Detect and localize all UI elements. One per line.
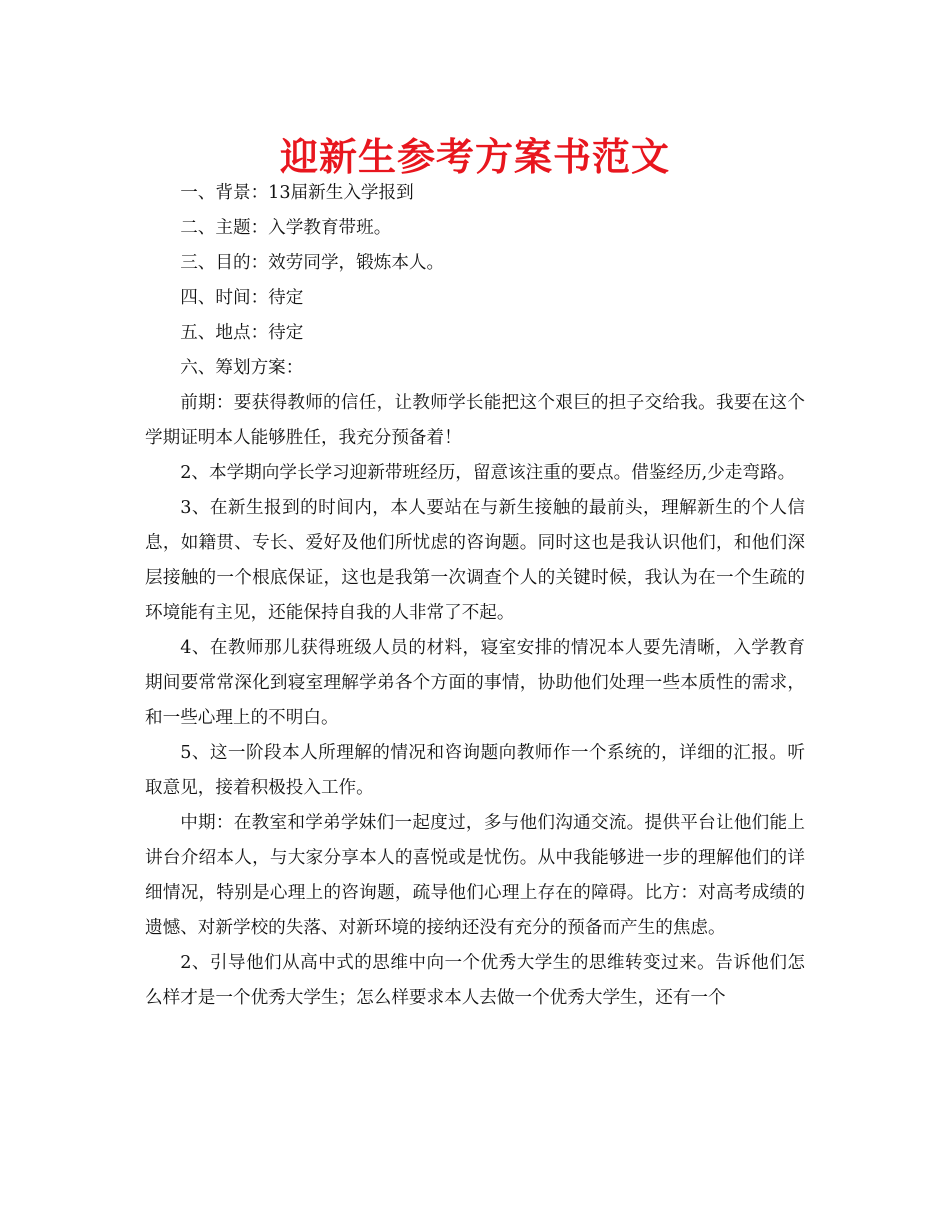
paragraph-early-4: 4、在教师那儿获得班级人员的材料，寝室安排的情况本人要先清晰，入学教育期间要常常深化到寝室理解学弟各个方面的事情，协助他们处理一些本质性的需求，和一些心理上的不明白。 bbox=[145, 638, 805, 728]
document-body bbox=[145, 176, 805, 1016]
paragraph-early-5: 5、这一阶段本人所理解的情况和咨询题向教师作一个系统的，详细的汇报。听取意见，接着积极投入工作。 bbox=[145, 743, 805, 798]
paragraph-early-2: 2、本学期向学长学习迎新带班经历，留意该注重的要点。借鉴经历,少走弯路。 bbox=[180, 463, 796, 483]
paragraph-location: 五、地点：待定 bbox=[180, 323, 304, 343]
paragraph-mid-stage: 中期：在教室和学弟学妹们一起度过，多与他们沟通交流。提供平台让他们能上讲台介绍本人，与大家分享本人的喜悦或是忧伤。从中我能够进一步的理解他们的详细情况，特别是心理上的咨询题，疏导他们心理上存在的障碍。比方：对高考成绩的遗憾、对新学校的失落、对新环境的接纳还没有充分的预备而产生的焦虑。 bbox=[145, 813, 805, 938]
paragraph-early-stage: 前期：要获得教师的信任，让教师学长能把这个艰巨的担子交给我。我要在这个学期证明本人能够胜任，我充分预备着！ bbox=[145, 393, 805, 448]
paragraph-early-3: 3、在新生报到的时间内，本人要站在与新生接触的最前头，理解新生的个人信息，如籍贯、专长、爱好及他们所忧虑的咨询题。同时这也是我认识他们，和他们深层接触的一个根底保证，这也是我第一次调查个人的关键时候，我认为在一个生疏的环境能有主见，还能保持自我的人非常了不起。 bbox=[145, 498, 805, 623]
paragraph-time: 四、时间：待定 bbox=[180, 288, 304, 308]
paragraph-purpose: 三、目的：效劳同学，锻炼本人。 bbox=[180, 253, 445, 273]
paragraph-theme: 二、主题：入学教育带班。 bbox=[180, 218, 392, 238]
document-title: 迎新生参考方案书范文 bbox=[279, 135, 670, 179]
paragraph-mid-2: 2、引导他们从高中式的思维中向一个优秀大学生的思维转变过来。告诉他们怎么样才是一个优秀大学生；怎么样要求本人去做一个优秀大学生，还有一个 bbox=[145, 953, 805, 1008]
paragraph-background: 一、背景：13届新生入学报到 bbox=[180, 183, 414, 203]
paragraph-plan-heading: 六、筹划方案： bbox=[180, 358, 304, 378]
